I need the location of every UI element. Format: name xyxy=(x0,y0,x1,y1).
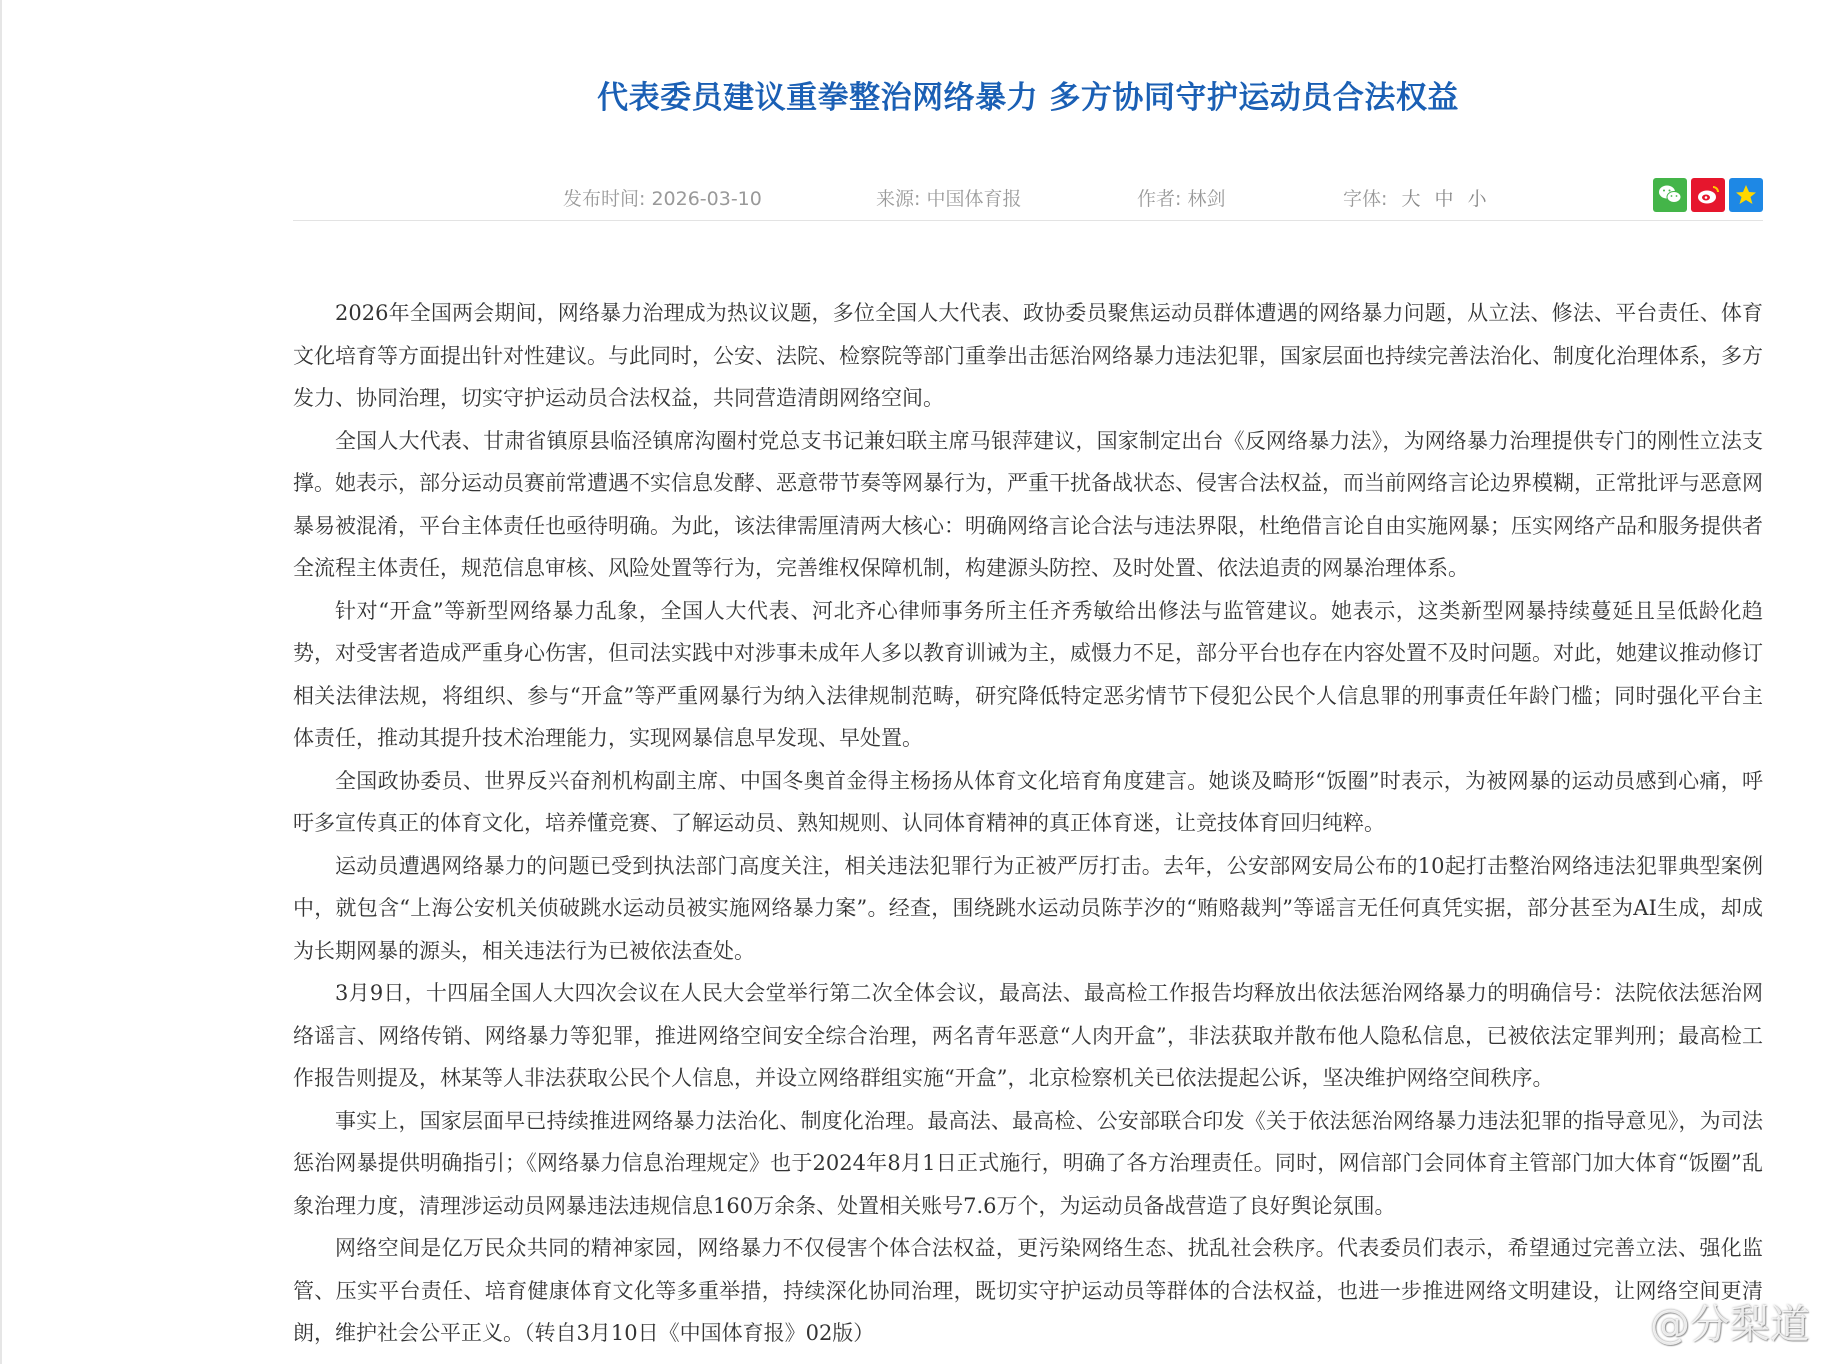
article-body xyxy=(293,292,1763,1355)
paragraph: 事实上，国家层面早已持续推进网络暴力法治化、制度化治理。最高法、最高检、公安部联合印发《关于依法惩治网络暴力违法犯罪的指导意见》，为司法惩治网暴提供明确指引；《网络暴力信息治理规定》也于2024年8月1日正式施行，明确了各方治理责任。同时，网信部门会同体育主管部门加大体育“饭圈”乱象治理力度，清理涉运动员网暴违法违规信息160万余条、处置相关账号7.6万个，为运动员备战营造了良好舆论氛围。 xyxy=(293,1108,1763,1218)
weibo-icon[interactable] xyxy=(1691,178,1725,212)
font-size-label: 字体: xyxy=(1343,188,1388,210)
font-size-control xyxy=(1343,184,1487,211)
font-size-large-button[interactable]: 大 xyxy=(1401,188,1421,210)
paragraph: 3月9日，十四届全国人大四次会议在人民大会堂举行第二次全体会议，最高法、最高检工作报告均释放出依法惩治网络暴力的明确信号：法院依法惩治网络谣言、网络传销、网络暴力等犯罪，推进网络空间安全综合治理，两名青年恶意“人肉开盒”，非法获取并散布他人隐私信息，已被依法定罪判刑；最高检工作报告则提及，林某等人非法获取公民个人信息，并设立网络群组实施“开盒”，北京检察机关已依法提起公诉，坚决维护网络空间秩序。 xyxy=(293,981,1763,1090)
wechat-icon[interactable] xyxy=(1653,178,1687,212)
paragraph: 运动员遭遇网络暴力的问题已受到执法部门高度关注，相关违法犯罪行为正被严厉打击。去年，公安部网安局公布的10起打击整治网络违法犯罪典型案例中，就包含“上海公安机关侦破跳水运动员被实施网络暴力案”。经查，围绕跳水运动员陈芋汐的“贿赂裁判”等谣言无任何真凭实据，部分甚至为AI生成，却成为长期网暴的源头，相关违法行为已被依法查处。 xyxy=(293,853,1763,963)
paragraph: 全国政协委员、世界反兴奋剂机构副主席、中国冬奥首金得主杨扬从体育文化培育角度建言。她谈及畸形“饭圈”时表示，为被网暴的运动员感到心痛，呼吁多宣传真正的体育文化，培养懂竞赛、了解运动员、熟知规则、认同体育精神的真正体育迷，让竞技体育回归纯粹。 xyxy=(293,768,1763,835)
article-meta-bar xyxy=(293,174,1763,221)
left-border xyxy=(0,0,2,1364)
paragraph: 2026年全国两会期间，网络暴力治理成为热议议题，多位全国人大代表、政协委员聚焦运动员群体遭遇的网络暴力问题，从立法、修法、平台责任、体育文化培育等方面提出针对性建议。与此同时，公安、法院、检察院等部门重拳出击惩治网络暴力违法犯罪，国家层面也持续完善法治化、制度化治理体系，多方发力、协同治理，切实守护运动员合法权益，共同营造清朗网络空间。 xyxy=(293,301,1763,410)
watermark: @分梨道 xyxy=(1650,1302,1810,1348)
paragraph: 网络空间是亿万民众共同的精神家园，网络暴力不仅侵害个体合法权益，更污染网络生态、扰乱社会秩序。代表委员们表示，希望通过完善立法、强化监管、压实平台责任、培育健康体育文化等多重举措，持续深化协同治理，既切实守护运动员等群体的合法权益，也进一步推进网络文明建设，让网络空间更清朗，维护社会公平正义。（转自3月10日《中国体育报》02版） xyxy=(293,1236,1763,1345)
font-size-small-button[interactable]: 小 xyxy=(1467,188,1487,210)
share-buttons xyxy=(1653,178,1763,212)
publish-date: 发布时间: 2026-03-10 xyxy=(563,188,762,210)
source: 来源: 中国体育报 xyxy=(876,188,1022,210)
paragraph: 全国人大代表、甘肃省镇原县临泾镇席沟圈村党总支书记兼妇联主席马银萍建议，国家制定出台《反网络暴力法》，为网络暴力治理提供专门的刚性立法支撑。她表示，部分运动员赛前常遭遇不实信息发酵、恶意带节奏等网暴行为，严重干扰备战状态、侵害合法权益，而当前网络言论边界模糊，正常批评与恶意网暴易被混淆，平台主体责任也亟待明确。为此，该法律需厘清两大核心：明确网络言论合法与违法界限，杜绝借言论自由实施网暴；压实网络产品和服务提供者全流程主体责任，规范信息审核、风险处置等行为，完善维权保障机制，构建源头防控、及时处置、依法追责的网暴治理体系。 xyxy=(293,428,1763,580)
font-size-medium-button[interactable]: 中 xyxy=(1434,188,1454,210)
author: 作者: 林剑 xyxy=(1137,188,1226,210)
favorite-star-icon[interactable] xyxy=(1729,178,1763,212)
article-title: 代表委员建议重拳整治网络暴力 多方协同守护运动员合法权益 xyxy=(597,80,1459,116)
paragraph: 针对“开盒”等新型网络暴力乱象，全国人大代表、河北齐心律师事务所主任齐秀敏给出修法与监管建议。她表示，这类新型网暴持续蔓延且呈低龄化趋势，对受害者造成严重身心伤害，但司法实践中对涉事未成年人多以教育训诫为主，威慑力不足，部分平台也存在内容处置不及时问题。对此，她建议推动修订相关法律法规，将组织、参与“开盒”等严重网暴行为纳入法律规制范畴，研究降低特定恶劣情节下侵犯公民个人信息罪的刑事责任年龄门槛；同时强化平台主体责任，推动其提升技术治理能力，实现网暴信息早发现、早处置。 xyxy=(293,598,1763,750)
